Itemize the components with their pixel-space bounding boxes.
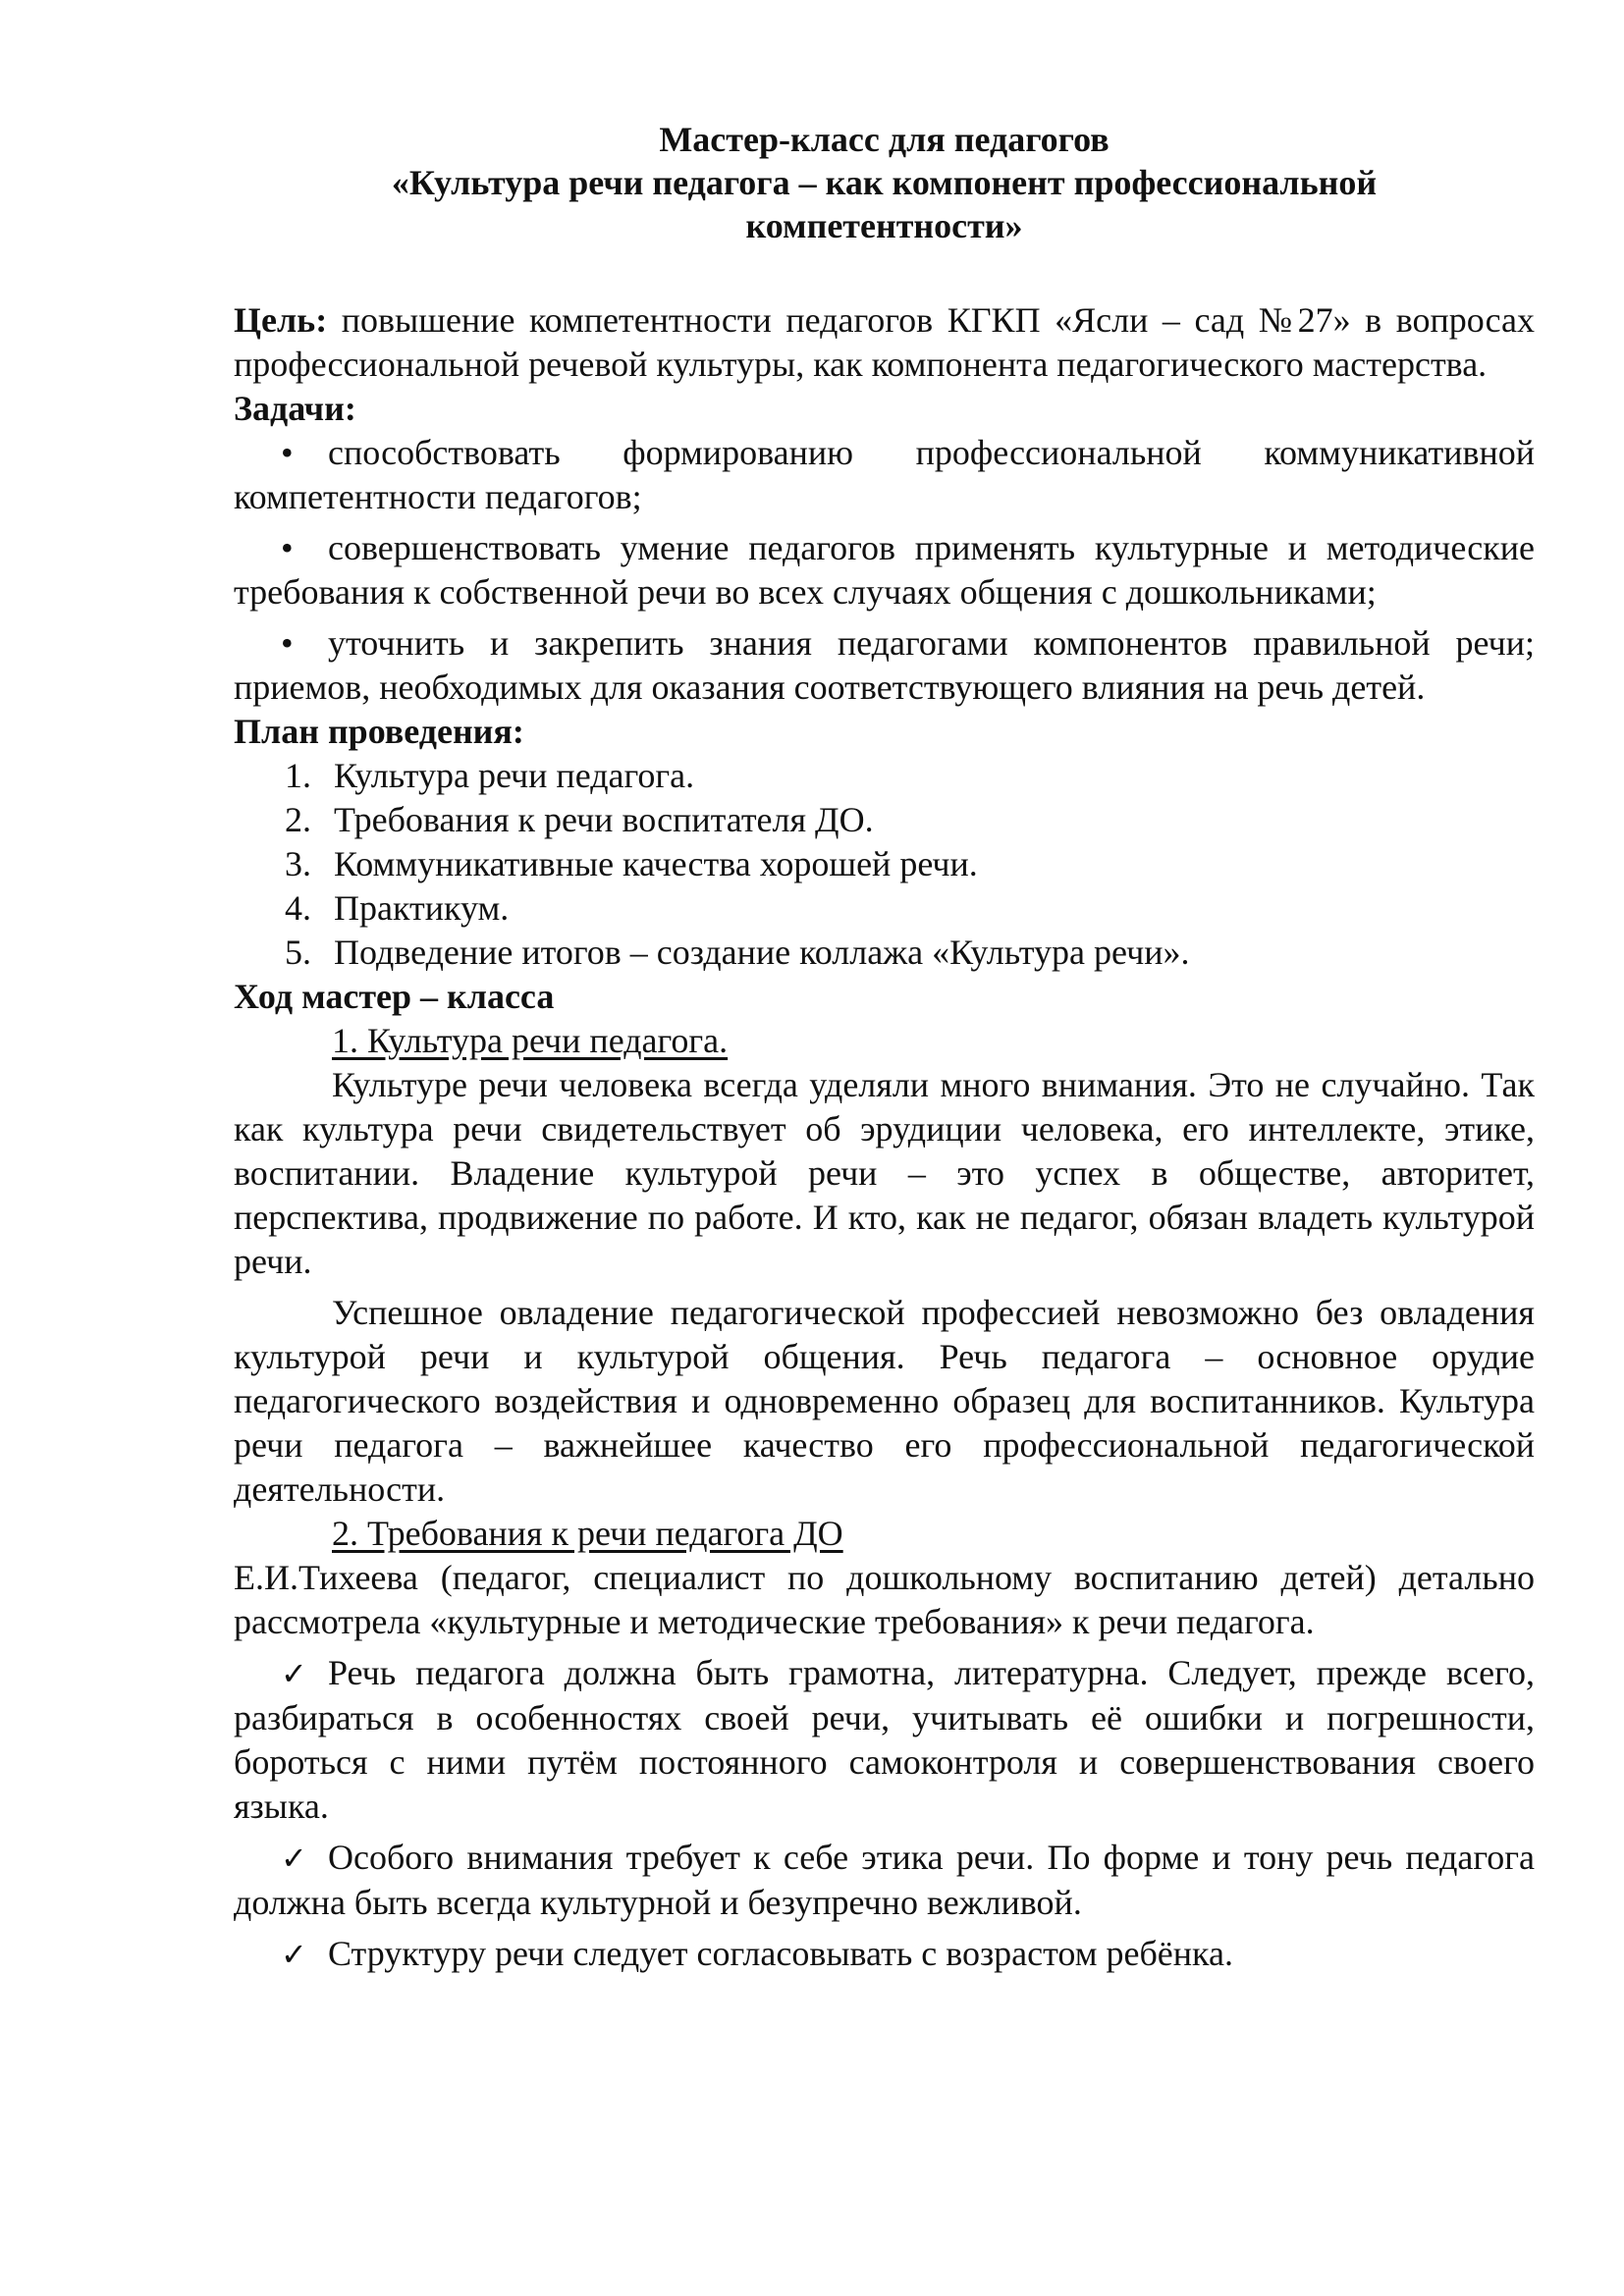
plan-item (234, 798, 1535, 842)
plan-item (234, 931, 1535, 975)
section-1-title: 1. Культура речи педагога. (332, 1021, 729, 1060)
section-1-paragraph: Успешное овладение педагогической профессией невозможно без овладения культурой речи и культурой общения. Речь педагога – основное орудие педагогического воздействия и одновременно образец для воспитанников. Культура речи педагога – важнейшее качество его профессиональной педагогической деятельности. (234, 1293, 1535, 1509)
section-1-paragraph: Культуре речи человека всегда уделяли много внимания. Это не случайно. Так как культура речи свидетельствует об эрудиции человека, его интеллекте, этике, воспитании. Владение культурой речи – это успех в обществе, авторитет, перспектива, продвижение по работе. И кто, как не педагог, обязан владеть культурой речи. (234, 1065, 1535, 1281)
requirement-item (234, 1836, 1535, 1925)
plan-item-text: Коммуникативные качества хорошей речи. (334, 844, 978, 883)
requirement-text: Речь педагога должна быть грамотна, литературна. Следует, прежде всего, разбираться в особенностях своей речи, учитывать её ошибки и погрешности, бороться с ними путём постоянного самоконтроля и совершенствования своего языка. (234, 1653, 1535, 1826)
plan-item-number: 5. (285, 933, 311, 972)
bullet-icon: • (281, 623, 294, 663)
goal-label: Цель: (234, 300, 328, 340)
document-content (234, 118, 1535, 1977)
plan-item-number: 1. (285, 756, 311, 795)
checkmark-icon: ✓ (281, 1840, 307, 1877)
title-line-2: «Культура речи педагога – как компонент профессиональной (391, 163, 1378, 202)
task-text: уточнить и закрепить знания педагогами компонентов правильной речи; приемов, необходимых для оказания соответствующего влияния на речь детей. (234, 623, 1535, 707)
tasks-heading: Задачи: (234, 389, 356, 428)
title-line-1: Мастер-класс для педагогов (659, 120, 1110, 159)
task-item (234, 431, 1535, 519)
checkmark-icon: ✓ (281, 1936, 307, 1973)
title-line-3: компетентности» (745, 206, 1023, 245)
plan-item (234, 886, 1535, 931)
requirement-text: Структуру речи следует согласовывать с возрастом ребёнка. (328, 1934, 1233, 1973)
plan-list (234, 754, 1535, 975)
requirement-item (234, 1932, 1535, 1977)
bullet-icon: • (281, 433, 294, 472)
checkmark-icon: ✓ (281, 1655, 307, 1692)
section-2-title: 2. Требования к речи педагога ДО (332, 1514, 843, 1553)
plan-item (234, 754, 1535, 798)
task-text: способствовать формированию профессиональной коммуникативной компетентности педагогов; (234, 433, 1535, 516)
requirement-text: Особого внимания требует к себе этика речи. По форме и тону речь педагога должна быть всегда культурной и безупречно вежливой. (234, 1838, 1535, 1922)
plan-heading: План проведения: (234, 712, 524, 751)
document-title (234, 118, 1535, 247)
task-item (234, 526, 1535, 614)
plan-item-text: Требования к речи воспитателя ДО. (334, 800, 874, 839)
plan-item-text: Подведение итогов – создание коллажа «Культура речи». (334, 933, 1190, 972)
plan-item-text: Практикум. (334, 888, 510, 928)
plan-item-number: 4. (285, 888, 311, 928)
section-2-intro: Е.И.Тихеева (педагог, специалист по дошкольному воспитанию детей) детально рассмотрела «культурные и методические требования» к речи педагога. (234, 1558, 1535, 1641)
plan-item-number: 2. (285, 800, 311, 839)
goal-paragraph (234, 298, 1535, 387)
bullet-icon: • (281, 528, 294, 567)
goal-text: повышение компетентности педагогов КГКП «Ясли – сад №27» в вопросах профессиональной речевой культуры, как компонента педагогического мастерства. (234, 300, 1536, 384)
task-item (234, 621, 1535, 710)
plan-item-number: 3. (285, 844, 311, 883)
task-text: совершенствовать умение педагогов применять культурные и методические требования к собственной речи во всех случаях общения с дошкольниками; (234, 528, 1535, 612)
requirement-item (234, 1651, 1535, 1829)
plan-item (234, 842, 1535, 886)
course-heading: Ход мастер – класса (234, 977, 555, 1016)
plan-item-text: Культура речи педагога. (334, 756, 695, 795)
